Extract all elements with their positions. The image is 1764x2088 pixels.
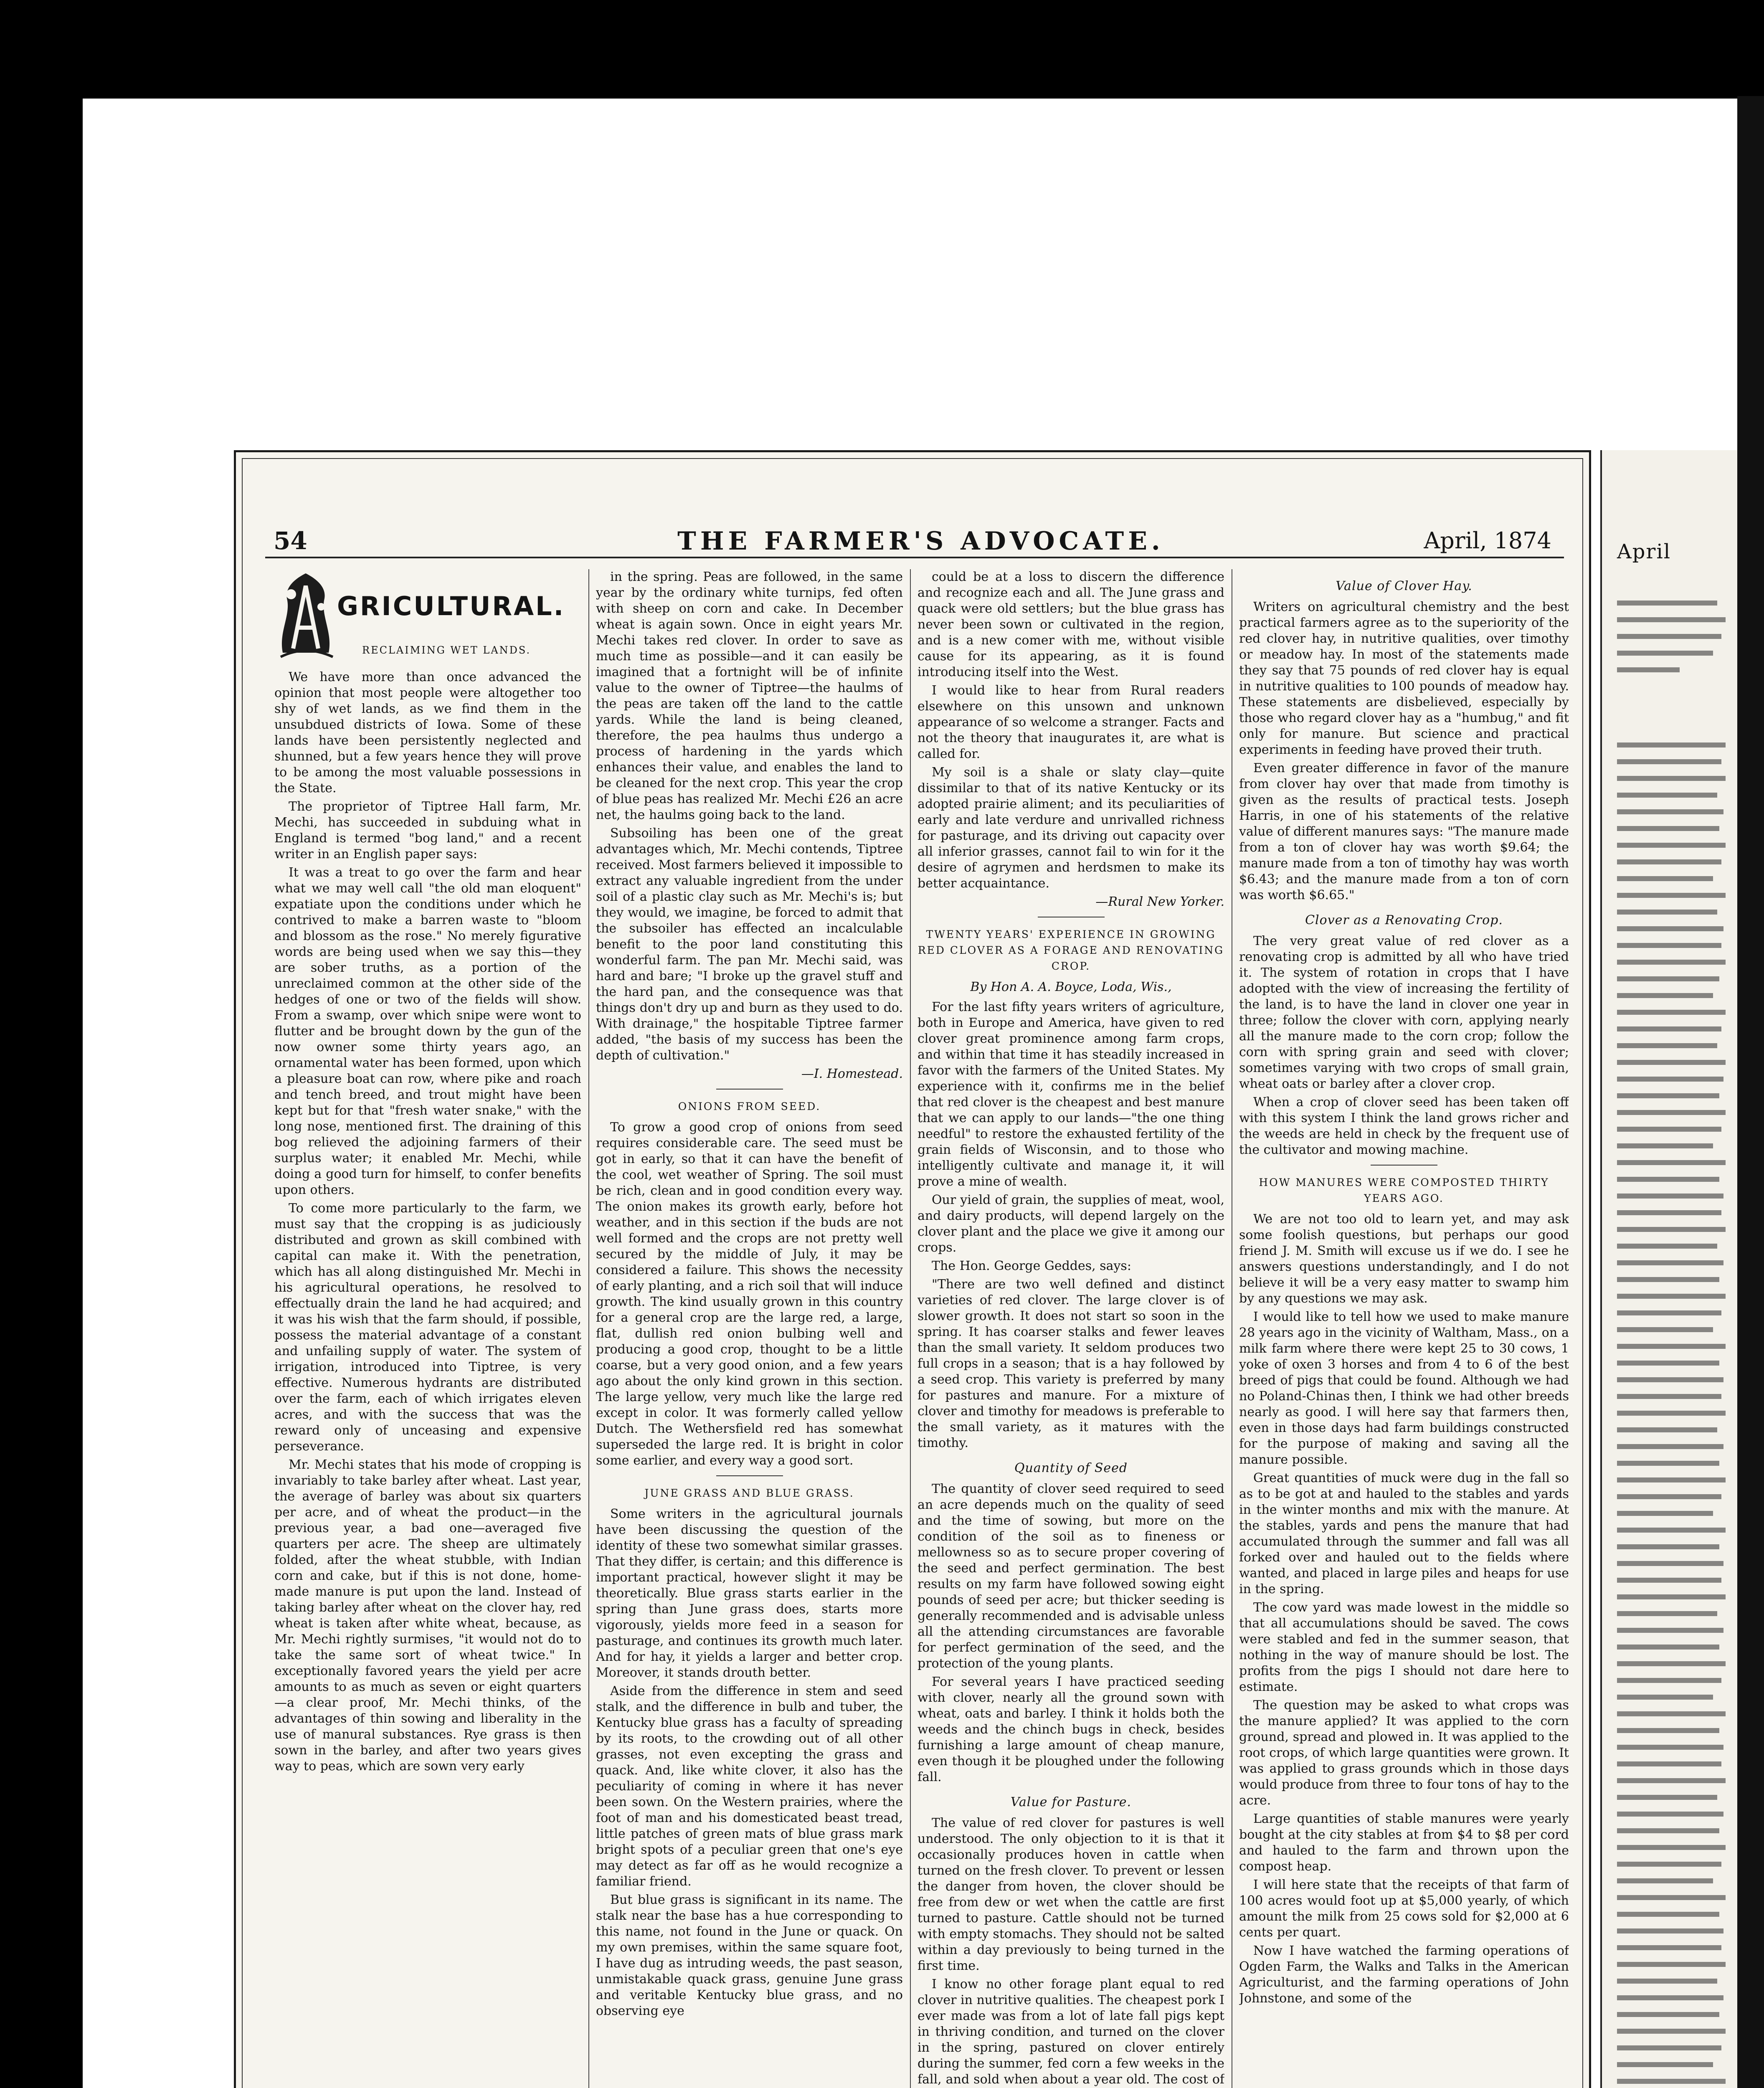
article-subhead: Quantity of Seed bbox=[1014, 1461, 1128, 1475]
next-page-text-line bbox=[1617, 667, 1680, 672]
next-page-text-line bbox=[1617, 1177, 1719, 1182]
column-2 bbox=[596, 569, 903, 2088]
next-page-text-line bbox=[1617, 1160, 1726, 1165]
next-page-text-line bbox=[1617, 1995, 1723, 2000]
article-paragraph: Now I have watched the farming operations of Ogden Farm, the Walks and Talks in the American Agriculturist, and the farming operations of John Johnstone, and some of the bbox=[1239, 1944, 1569, 2006]
article-subhead: RECLAIMING WET LANDS. bbox=[362, 644, 531, 656]
next-page-text-line bbox=[1617, 1327, 1713, 1332]
next-page-text-line bbox=[1617, 1127, 1721, 1132]
next-page-edge bbox=[1600, 450, 1737, 2088]
source-attribution: —Rural New Yorker. bbox=[1095, 894, 1224, 909]
next-page-text-line bbox=[1617, 793, 1717, 798]
next-page-text-line bbox=[1617, 910, 1717, 915]
article-paragraph: I would like to hear from Rural readers elsewhere on this unsown and unknown appearance of so welcome a stranger. Facts and not the theory that inaugurates it, are what is called for. bbox=[917, 683, 1224, 761]
next-page-text-line bbox=[1617, 651, 1713, 656]
next-page-text-line bbox=[1617, 1244, 1717, 1249]
department-title: GRICULTURAL. bbox=[337, 591, 565, 621]
next-page-text-line bbox=[1617, 1444, 1723, 1449]
next-page-text-line bbox=[1617, 1194, 1723, 1199]
next-page-text-line bbox=[1617, 1628, 1723, 1633]
scan-border-top bbox=[0, 0, 1764, 96]
next-page-text-line bbox=[1617, 1026, 1721, 1031]
next-page-text-line bbox=[1617, 960, 1726, 965]
article-paragraph: could be at a loss to discern the difference and recognize each and all. The June grass and quack were old settlers; but the blue grass has never been sown or cultivated in the region, and is a new comer with me, without visible cause for its appearing, as it is found introducing itself into the West. bbox=[917, 570, 1224, 679]
column-3 bbox=[917, 569, 1224, 2088]
article-paragraph: Great quantities of muck were dug in the fall so as to be got at and hauled to the stables and yards in the winter months and mix with the manure. At the stables, yards and pens the manure that had accumulated through the summer and fall was all forked over and hauled out to the fields where wanted, and placed in large piles and heaps for use in the spring. bbox=[1239, 1471, 1569, 1596]
next-page-text-line bbox=[1617, 1511, 1713, 1516]
newspaper-page bbox=[234, 450, 1591, 2088]
next-page-text-line bbox=[1617, 1979, 1717, 1984]
next-page-text-line bbox=[1617, 601, 1717, 606]
next-page-text-line bbox=[1617, 993, 1713, 998]
next-page-text-line bbox=[1617, 1277, 1719, 1282]
next-page-text-line bbox=[1617, 1461, 1719, 1466]
next-page-text-line bbox=[1617, 1828, 1719, 1833]
next-page-text-line bbox=[1617, 1227, 1726, 1232]
next-page-text-line bbox=[1617, 1928, 1723, 1933]
article-paragraph: Some writers in the agricultural journals have been discussing the question of the identity of these two somewhat similar grasses. That they differ, is certain; and this difference is important practical, however slight it may be theoretically. Blue grass starts earlier in the spring than June grass does, starts more vigorously, yields more feed in a season for pasturage, and continues its growth much later. And for hay, it yields a larger and better crop. Moreover, it stands drouth better. bbox=[596, 1507, 903, 1680]
next-page-text-line bbox=[1617, 809, 1723, 814]
next-page-text-line bbox=[1617, 759, 1721, 764]
next-page-text-line bbox=[1617, 1294, 1726, 1299]
article-byline: By Hon A. A. Boyce, Loda, Wis., bbox=[970, 980, 1172, 994]
next-page-text-line bbox=[1617, 843, 1726, 848]
article-subhead: JUNE GRASS AND BLUE GRASS. bbox=[644, 1487, 854, 1499]
next-page-text-line bbox=[1617, 1110, 1726, 1115]
next-page-text-line bbox=[1617, 876, 1713, 881]
next-page-text-line bbox=[1617, 1728, 1719, 1733]
source-attribution: —I. Homestead. bbox=[801, 1067, 903, 1081]
article-paragraph: For several years I have practiced seeding with clover, nearly all the ground sown with wheat, oats and barley. I think it holds both the weeds and the chinch bugs in check, besides furnishing a large amount of cheap manure, even though it be ploughed under the following fall. bbox=[917, 1675, 1224, 1784]
page-header bbox=[265, 523, 1564, 558]
next-page-text-line bbox=[1617, 976, 1719, 981]
next-page-text-line bbox=[1617, 943, 1721, 948]
next-page-text-line bbox=[1617, 1812, 1723, 1817]
next-page-text-line bbox=[1617, 1745, 1723, 1750]
article-paragraph: We are not too old to learn yet, and may ask some foolish questions, but perhaps our good friend J. M. Smith will excuse us if we do. I see he answers questions understandingly, and I do not believe it will be a very easy matter to swamp him by any questions we may ask. bbox=[1239, 1212, 1569, 1306]
next-page-text-line bbox=[1617, 1010, 1726, 1015]
next-page-text-line bbox=[1617, 826, 1719, 831]
article-paragraph: I know no other forage plant equal to red clover in nutritive qualities. The cheapest pork I ever made was from a lot of late fall pigs kept in thriving condition, and turned on the clover in the spring, pastured on clover entirely during the summer, fed corn a few weeks in the fall, and sold when about a year old. The cost of bbox=[917, 1977, 1224, 2087]
next-page-text-line bbox=[1617, 1394, 1721, 1399]
next-page-text-line bbox=[1617, 1661, 1726, 1666]
next-page-text-line bbox=[1617, 1561, 1723, 1566]
department-heading bbox=[274, 569, 581, 665]
next-page-text-line bbox=[1617, 634, 1721, 639]
next-page-text-line bbox=[1617, 1678, 1721, 1683]
next-page-text-line bbox=[1617, 1310, 1721, 1315]
article-paragraph: But blue grass is significant in its name. The stalk near the base has a hue corresponding to this name, not found in the June or quack. On my own premises, within the same square foot, I have dug as intruding weeds, the past season, unmistakable quack grass, genuine June grass and veritable Kentucky blue grass, and no observing eye bbox=[596, 1893, 903, 2018]
next-page-text-line bbox=[1617, 1060, 1726, 1065]
section-rule bbox=[1371, 1165, 1437, 1166]
next-page-text-line bbox=[1617, 1344, 1726, 1349]
article-subhead: Value of Clover Hay. bbox=[1336, 579, 1473, 593]
issue-date: April, 1874 bbox=[1424, 527, 1551, 554]
article-subhead: HOW MANURES WERE COMPOSTED THIRTY YEARS AGO. bbox=[1259, 1176, 1549, 1204]
next-page-text-line bbox=[1617, 1645, 1719, 1650]
article-paragraph: The very great value of red clover as a renovating crop is admitted by all who have tried it. The system of rotation in crops that I have adopted with the view of increasing the fertility of the land, is to have the land in clover one year in three; follow the clover with corn, applying nearly all the manure made to the corn crop; follow the corn with spring grain and seed with clover; sometimes varying with two crops of small grain, wheat oats or barley after a clover crop. bbox=[1239, 934, 1569, 1091]
article-paragraph: in the spring. Peas are followed, in the same year by the ordinary white turnips, fed often with sheep on corn and cake. In December wheat is again sown. Once in eight years Mr. Mechi takes red clover. In order to save as much time as possible—and it can easily be imagined that a fortnight will be of infinite value to the owner of Tiptree—the haulms of the peas are taken off the land to the cattle yards. While the land is being cleaned, therefore, the pea haulms thus undergo a process of hardening in the yards which enhances their value, and enables the land to be cleaned for the next crop. This year the crop of blue peas has realized Mr. Mechi £26 an acre net, the haulms going back to the land. bbox=[596, 570, 903, 822]
next-page-text-line bbox=[1617, 1962, 1726, 1967]
article-paragraph: The proprietor of Tiptree Hall farm, Mr. Mechi, has succeeded in subduing what in England is termed "bog land," and a recent writer in an English paper says: bbox=[274, 799, 581, 862]
section-rule bbox=[716, 1475, 783, 1476]
article-paragraph: Mr. Mechi states that his mode of cropping is invariably to take barley after wheat. Last year, the average of barley was about six quarters per acre, and of wheat the product—in the previous year, a bad one—averaged five quarters per acre. The sheep are ultimately folded, after the wheat stubble, with Indian corn and cake, but if this is not done, home-made manure is put upon the land. Instead of taking barley after wheat on the clover hay, red wheat is taken after white wheat, because, as Mr. Mechi rightly surmises, "it would not do to take the same sort of wheat twice." In exceptionally favored years the yield per acre amounts to as much as seven or eight quarters—a clear proof, Mr. Mechi thinks, of the advantages of thin sowing and liberality in the use of manural substances. Rye grass is then sown in the barley, and after two years gives way to peas, which are sown very early bbox=[274, 1457, 581, 1774]
article-paragraph: My soil is a shale or slaty clay—quite dissimilar to that of its native Kentucky or its adopted prairie aliment; and its peculiarities of early and late verdure and unrivalled richness for pasturage, and its driving out capacity over all inferior grasses, cannot fail to win for it the desire of agrymen and herdsmen to make its better acquaintance. bbox=[917, 765, 1224, 891]
article-paragraph: Even greater difference in favor of the manure from clover hay over that made from timothy is given as the results of practical tests. Joseph Harris, in one of his statements of the relative value of different manures says: "The manure made from a ton of clover hay was worth $9.64; the manure made from a ton of timothy hay was worth $6.43; and the manure made from a ton of corn was worth $6.65." bbox=[1239, 761, 1569, 902]
article-paragraph: The value of red clover for pastures is well understood. The only objection to it is that it occasionally produces hoven in cattle when turned on the fresh clover. To prevent or lessen the danger from hoven, the clover should be free from dew or wet when the cattle are first turned to pasture. Cattle should not be turned with empty stomachs. They should not be salted within a day previously to being turned in the first time. bbox=[917, 1816, 1224, 1973]
next-page-text-line bbox=[1617, 1427, 1717, 1432]
next-page-text-line bbox=[1617, 1544, 1719, 1549]
article-paragraph: For the last fifty years writers of agriculture, both in Europe and America, have given to red clover great prominence among farm crops, and within that time it has steadily increased in favor with the farmers of the United States. My experience with it, confirms me in the belief that red clover is the cheapest and best manure that we can apply to our lands—"the one thing needful" to restore the exhausted fertility of the grain fields of Wisconsin, and to those who intelligently cultivate and manage it, it will prove a mine of wealth. bbox=[917, 1000, 1224, 1189]
article-paragraph: It was a treat to go over the farm and hear what we may well call "the old man eloquent" expatiate upon the conditions under which he contrived to make a barren waste to "bloom and blossom as the rose." No merely figurative words are being used when we say this—they are sober truths, as a portion of the unreclaimed common at the other side of the hedges of one or two of the fields will show. From a swamp, over which snipe were wont to flutter and be brought down by the gun of the now owner some thirty years ago, an ornamental water has been formed, upon which a pleasure boat can row, where pike and roach and tench breed, and trout might have been kept but for that "fresh water snake," with the long nose, mentioned first. The draining of this bog relieved the adjoining farmers of their surplus water; it enabled Mr. Mechi, while doing a good turn for himself, to confer benefits upon others. bbox=[274, 865, 581, 1197]
next-page-text-line bbox=[1617, 1578, 1721, 1583]
next-page-text-line bbox=[1617, 1143, 1713, 1148]
next-page-text-line bbox=[1617, 2062, 1713, 2067]
next-page-text-line bbox=[1617, 742, 1726, 748]
next-page-text-line bbox=[1617, 1477, 1726, 1482]
next-page-text-line bbox=[1617, 1594, 1726, 1599]
scan-border-right bbox=[1737, 96, 1764, 2088]
next-page-text-line bbox=[1617, 1912, 1719, 1917]
article-paragraph: Writers on agricultural chemistry and the best practical farmers agree as to the superiority of the red clover hay, in nutritive qualities, over timothy or meadow hay. In most of the statements made they say that 75 pounds of red clover hay is equal in nutritive qualities to 100 pounds of meadow hay. These statements are disbelieved, especially by those who regard clover hay as a "humbug," and fit only for manure. But science and practical experiments in feeding have proved their truth. bbox=[1239, 600, 1569, 757]
column-1 bbox=[274, 569, 581, 2088]
page-number: 54 bbox=[274, 527, 307, 555]
next-page-text-line bbox=[1617, 2029, 1726, 2034]
next-page-text-line bbox=[1617, 1611, 1717, 1616]
next-page-text-line bbox=[1617, 1778, 1726, 1783]
next-page-text-line bbox=[1617, 1093, 1719, 1098]
next-page-text-line bbox=[1617, 2079, 1726, 2084]
next-page-text-line bbox=[1617, 893, 1726, 898]
next-page-running-head: April bbox=[1617, 540, 1671, 563]
article-paragraph: We have more than once advanced the opinion that most people were altogether too shy of wet lands, as we find them in the unsubdued districts of Iowa. Some of these lands have been persistently neglected and shunned, but a few years hence they will prove to be among the most valuable possessions in the State. bbox=[274, 670, 581, 796]
article-paragraph: To come more particularly to the farm, we must say that the cropping is as judiciously distributed and grown as skill combined with capital can make it. With the penetration, which has all along distinguished Mr. Mechi in his agricultural operations, he resolved to effectually drain the land he had acquired; and it was his wish that the farm should, if possible, possess the material advantage of a constant and unfailing supply of water. The system of irrigation, introduced into Tiptree, is very effective. Numerous hydrants are distributed over the farm, each of which irrigates eleven acres, and with the success that was the reward only of unceasing and expensive perseverance. bbox=[274, 1201, 581, 1454]
article-paragraph: The cow yard was made lowest in the middle so that all accumulations should be saved. The cows were stabled and fed in the summer season, that nothing in the way of manure should be lost. The profits from the pigs I should not dare here to estimate. bbox=[1239, 1600, 1569, 1694]
article-paragraph: Large quantities of stable manures were yearly bought at the city stables at from $4 to $8 per cord and hauled to the farm and thrown upon the compost heap. bbox=[1239, 1812, 1569, 1874]
next-page-text-line bbox=[1617, 776, 1726, 781]
next-page-text-line bbox=[1617, 1845, 1726, 1850]
article-paragraph: When a crop of clover seed has been taken off with this system I think the land grows richer and the weeds are held in check by the frequent use of the cultivator and mowing machine. bbox=[1239, 1095, 1569, 1157]
next-page-text-line bbox=[1617, 1878, 1713, 1883]
section-rule bbox=[716, 1089, 783, 1090]
next-page-text-line bbox=[1617, 1494, 1721, 1499]
masthead-title: THE FARMER'S ADVOCATE. bbox=[677, 527, 1164, 556]
next-page-text-line bbox=[1617, 1862, 1721, 1867]
column-divider bbox=[910, 569, 911, 2088]
column-divider bbox=[588, 569, 589, 2088]
article-paragraph: The Hon. George Geddes, says: bbox=[932, 1259, 1131, 1273]
article-paragraph: Aside from the difference in stem and seed stalk, and the difference in bulb and tuber, the Kentucky blue grass has a faculty of spreading by its roots, to the crowding out of all other grasses, not even excepting the grass and quack. And, like white clover, it also has the peculiarity of coming in where it has never been sown. On the Western prairies, where the foot of man and his domesticated beast tread, little patches of green mats of blue grass mark bright spots of a peculiar green that one's eye may detect as far off as he would recognize a familiar friend. bbox=[596, 1684, 903, 1889]
column-4 bbox=[1239, 569, 1569, 2088]
article-paragraph: Our yield of grain, the supplies of meat, wool, and dairy products, will depend largely on the clover plant and the place we give it among our crops. bbox=[917, 1193, 1224, 1255]
next-page-text-line bbox=[1617, 859, 1721, 864]
ornamental-initial-a-icon bbox=[274, 569, 337, 661]
article-subhead: ONIONS FROM SEED. bbox=[678, 1100, 821, 1112]
next-page-text-line bbox=[1617, 1077, 1723, 1082]
next-page-text-line bbox=[1617, 1761, 1721, 1766]
next-page-text-line bbox=[1617, 2012, 1719, 2017]
article-paragraph: "There are two well defined and distinct varieties of red clover. The large clover is of slower growth. It does not start so soon in the spring. It has coarser stalks and fewer leaves than the small variety. It seldom produces two full crops in a season; that is a hay followed by a seed crop. This variety is preferred by many for pastures and manure. For a mixture of clover and timothy for meadows is preferable to the small variety, as it matures with the timothy. bbox=[917, 1277, 1224, 1450]
next-page-text-line bbox=[1617, 1043, 1717, 1048]
next-page-text-line bbox=[1617, 1361, 1719, 1366]
article-subhead: Value for Pasture. bbox=[1010, 1795, 1132, 1809]
article-subhead: TWENTY YEARS' EXPERIENCE IN GROWING RED CLOVER AS A FORAGE AND RENOVATING CROP. bbox=[917, 928, 1224, 972]
next-page-text-line bbox=[1617, 1210, 1721, 1215]
next-page-text-line bbox=[1617, 1711, 1726, 1716]
article-paragraph: The question may be asked to what crops was the manure applied? It was applied to the corn ground, spread and plowed in. It was applied to the root crops, of which large quantities were grown. It was applied to grass grounds which in those days would produce from three to four tons of hay to the acre. bbox=[1239, 1698, 1569, 1808]
article-paragraph: Subsoiling has been one of the great advantages which, Mr. Mechi contends, Tiptree received. Most farmers believed it impossible to extract any valuable ingredient from the under soil of a plastic clay such as Mr. Mechi's is; but they would, we imagine, be forced to admit that the subsoiler has effected an incalculable benefit to the poor land constituting this wonderful farm. The pan Mr. Mechi said, was hard and bare; "I broke up the gravel stuff and the hard pan, and the consequence was that things don't dry up and burn as they used to do. With drainage," the hospitable Tiptree farmer added, "the basis of my success has been the depth of cultivation." bbox=[596, 826, 903, 1063]
next-page-text-line bbox=[1617, 1528, 1726, 1533]
next-page-text-line bbox=[1617, 1377, 1723, 1382]
next-page-text-line bbox=[1617, 617, 1726, 622]
article-subhead: Clover as a Renovating Crop. bbox=[1305, 913, 1503, 927]
article-paragraph: I will here state that the receipts of that farm of 100 acres would foot up at $5,000 yearly, of which amount the milk from 25 cows sold for $2,000 at 6 cents per quart. bbox=[1239, 1878, 1569, 1940]
next-page-text-line bbox=[1617, 1795, 1717, 1800]
next-page-text-line bbox=[1617, 2045, 1721, 2050]
next-page-text-line bbox=[1617, 1895, 1726, 1900]
article-paragraph: I would like to tell how we used to make manure 28 years ago in the vicinity of Waltham, Mass., on a milk farm where there were kept 25 to 30 cows, 1 yoke of oxen 3 horses and from 4 to 6 of the best breed of pigs that could be found. Although we had no Poland-Chinas then, I think we had other breeds nearly as good. I will here say that farmers then, even in those days had farm buildings constructed for the purpose of making and saving all the manure possible. bbox=[1239, 1310, 1569, 1467]
scan-border-left bbox=[0, 0, 80, 2088]
next-page-text-line bbox=[1617, 1695, 1713, 1700]
next-page-text-line bbox=[1617, 1411, 1726, 1416]
next-page-text-line bbox=[1617, 1260, 1723, 1265]
next-page-text-line bbox=[1617, 926, 1723, 931]
article-paragraph: To grow a good crop of onions from seed requires considerable care. The seed must be got in early, so that it can have the benefit of the cool, wet weather of Spring. The soil must be rich, clean and in good condition every way. The onion makes its growth early, before hot weather, and in this section if the buds are not well formed and the crops are not pretty well secured by the middle of July, it may be considered a failure. This shows the necessity of early planting, and a rich soil that will induce growth. The kind usually grown in this country for a general crop are the large red, a large, flat, dullish red onion bulbing well and producing a good crop, thought to be a little coarse, but a very good onion, and a few years ago about the only kind grown in this section. The large yellow, very much like the large red except in color. It was formerly called yellow Dutch. The Wethersfield red has somewhat superseded the large red. It is bright in color some earlier, and every way a good sort. bbox=[596, 1120, 903, 1468]
next-page-text-line bbox=[1617, 1945, 1721, 1950]
article-paragraph: The quantity of clover seed required to seed an acre depends much on the quality of seed and the time of sowing, but more on the condition of the soil as to fineness or mellowness so as to secure proper covering of the seed and perfect germination. The best results on my farm have followed sowing eight pounds of seed per acre; but thicker seeding is generally recommended and is advisable unless all the attending circumstances are favorable for perfect germination of the seed, and the protection of the young plants. bbox=[917, 1482, 1224, 1671]
